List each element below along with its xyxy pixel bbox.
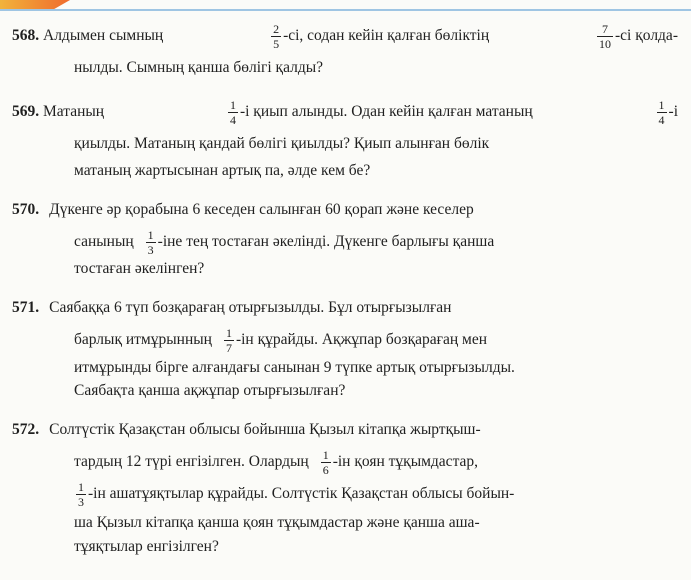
line-text: -іне тең тостаған әкелінді. Дүкенге барлығы қанша: [157, 233, 495, 251]
line-text: тұяқтылар енгізілген?: [74, 538, 219, 556]
problem-line: [12, 128, 678, 160]
line-text: қиылды. Матаның қандай бөлігі қиылды? Қиып алынған бөлік: [74, 135, 490, 153]
line-text: тостаған әкелінген?: [74, 260, 205, 278]
fraction: $\frac{1}{3}$: [78, 479, 84, 509]
problem-line: [12, 324, 678, 356]
problem-line: [12, 292, 678, 324]
line-text: матаның жартысынан артық па, әлде кем бе?: [74, 162, 371, 180]
problem-572: [12, 414, 678, 558]
line-text: санының: [74, 233, 134, 251]
line-text: -сі қолда-: [615, 27, 678, 45]
line-text: -і: [668, 103, 678, 121]
problem-line: [12, 380, 678, 402]
problem-number: 571.: [12, 299, 40, 317]
line-text: Дүкенге әр қорабына 6 кеседен салынған 60 қорап және кеселер: [49, 201, 474, 219]
line-text: -ін құрайды. Ақжұпар бозқарағаң мен: [235, 331, 488, 349]
line-text: -ін ашатұяқтылар құрайды. Солтүстік Қазақстан облысы бойын-: [88, 485, 515, 503]
fraction: $\frac{7}{10}$: [599, 21, 612, 51]
problem-line: [12, 356, 678, 380]
problem-line: [12, 414, 678, 446]
fraction: $\frac{1}{4}$: [229, 97, 236, 127]
line-text: -ін қоян тұқымдастар,: [332, 453, 479, 471]
line-text: Солтүстік Қазақстан облысы бойынша Қызыл кітапқа жыртқыш-: [49, 421, 481, 439]
line-text: -і қиып алынды. Одан кейін қалған матаның: [239, 103, 533, 121]
problem-line: [12, 226, 678, 258]
fraction: $\frac{2}{5}$: [273, 21, 280, 51]
line-text: Саябақта қанша ақжұпар отырғызылған?: [74, 382, 346, 400]
problem-line: [12, 478, 678, 510]
problem-line: [12, 258, 678, 280]
line-text: Саябаққа 6 түп бозқарағаң отырғызылды. Бұл отырғызылған: [49, 299, 452, 317]
problem-569: [12, 96, 678, 182]
problem-570: [12, 194, 678, 280]
problem-line: [12, 52, 678, 84]
problem-line: [12, 446, 678, 478]
problem-568: [12, 20, 678, 84]
problem-number: 572.: [12, 421, 40, 439]
fraction: $\frac{1}{4}$: [658, 97, 665, 127]
problem-line: [12, 510, 678, 536]
problem-line: [12, 194, 678, 226]
fraction: $\frac{1}{3}$: [147, 227, 154, 257]
line-text: итмұрынды бірге алғандағы санынан 9 түпке артық отырғызылды.: [74, 359, 515, 377]
line-text: ша Қызыл кітапқа қанша қоян тұқымдастар және қанша аша-: [74, 514, 480, 532]
fraction: $\frac{1}{6}$: [322, 447, 329, 477]
line-text: Алдымен сымның: [43, 27, 164, 45]
problem-list: [12, 20, 678, 570]
line-text: -сі, содан кейін қалған бөліктің: [283, 27, 490, 45]
top-rule: [0, 9, 691, 11]
line-text: Матаның: [43, 103, 105, 121]
line-text: тардың 12 түрі енгізілген. Олардың: [74, 453, 309, 471]
fraction: $\frac{1}{7}$: [225, 325, 232, 355]
line-text: барлық итмұрынның: [74, 331, 212, 349]
problem-line: [12, 96, 678, 128]
problem-number: 568.: [12, 27, 40, 45]
problem-line: [12, 536, 678, 558]
line-text: нылды. Сымның қанша бөлігі қалды?: [74, 59, 324, 77]
problem-number: 570.: [12, 201, 40, 219]
problem-571: [12, 292, 678, 402]
problem-line: [12, 20, 678, 52]
problem-number: 569.: [12, 103, 40, 121]
problem-line: [12, 160, 678, 182]
